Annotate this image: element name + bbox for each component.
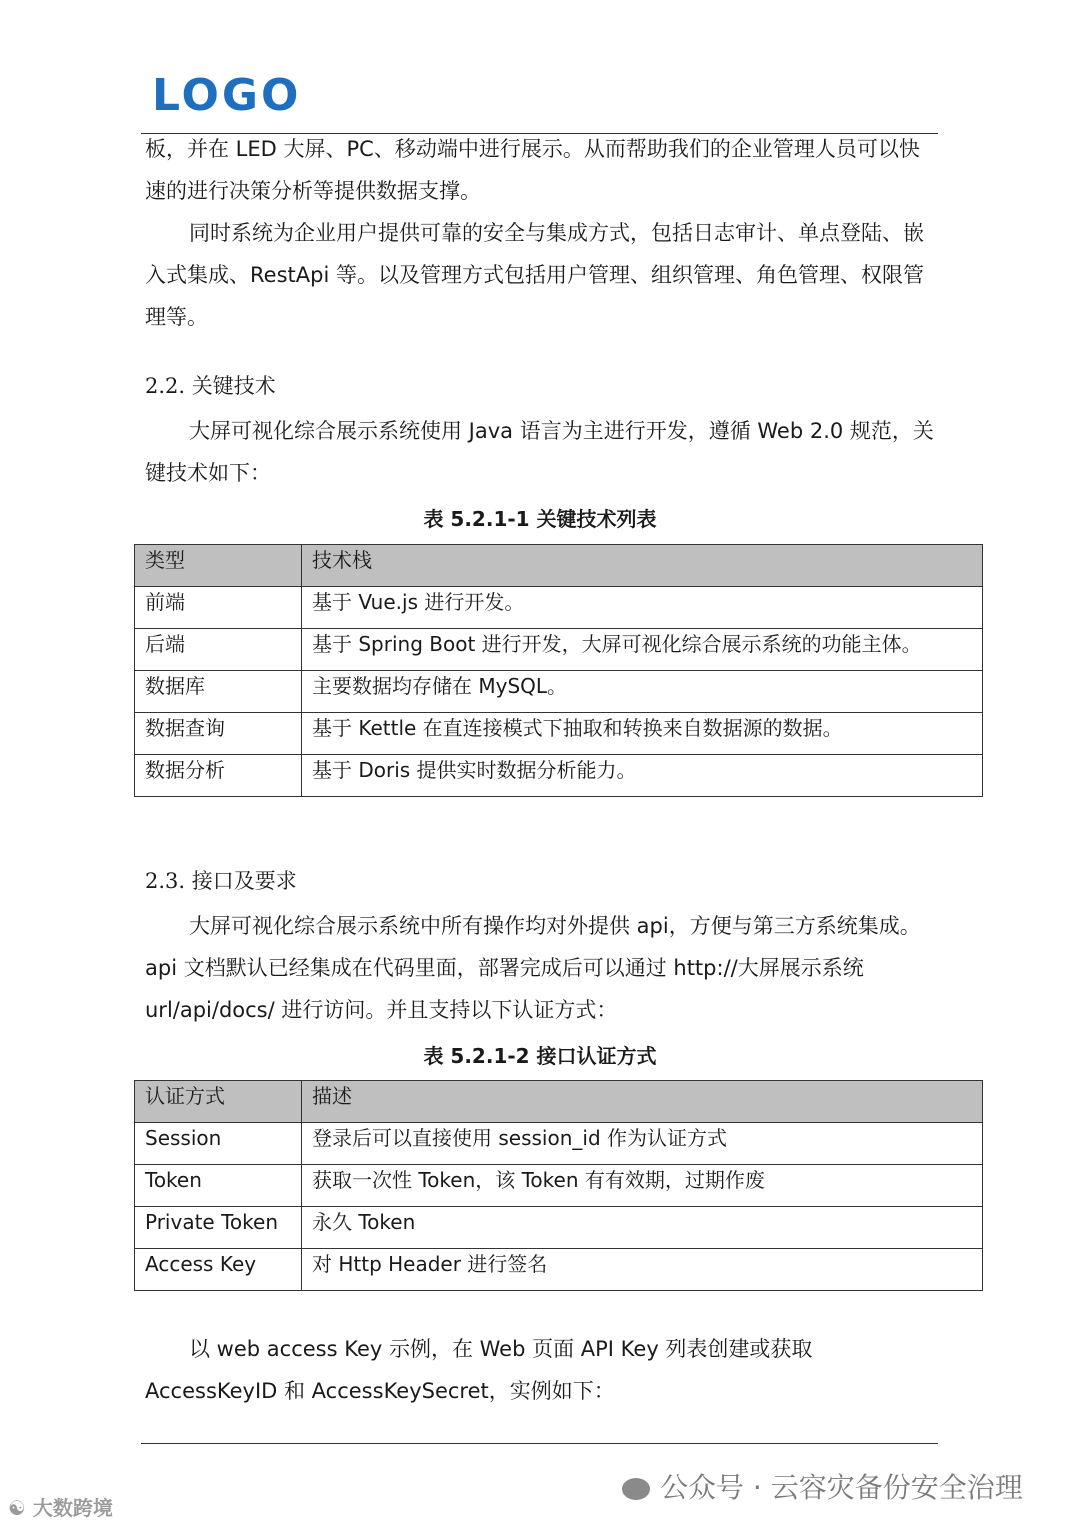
- table-cell: 基于 Spring Boot 进行开发，大屏可视化综合展示系统的功能主体。: [302, 629, 983, 671]
- wechat-icon: [622, 1478, 650, 1500]
- table-row: [135, 1123, 983, 1165]
- table-cell: 数据分析: [135, 755, 302, 797]
- key-tech-table: [134, 544, 983, 797]
- table-cell: 获取一次性 Token，该 Token 有有效期，过期作废: [302, 1165, 983, 1207]
- table-row: [135, 629, 983, 671]
- section-heading-2-2: 2.2. 关键技术: [145, 374, 276, 398]
- table-cell: 主要数据均存储在 MySQL。: [302, 671, 983, 713]
- table-header-row: [135, 545, 983, 587]
- closing-paragraph: 以 web access Key 示例，在 Web 页面 API Key 列表创建或获取 AccessKeyID 和 AccessKeySecret，实例如下：: [145, 1337, 813, 1403]
- table-cell: 基于 Kettle 在直连接模式下抽取和转换来自数据源的数据。: [302, 713, 983, 755]
- footer-rule: [141, 1443, 938, 1444]
- table-header-cell: 认证方式: [135, 1081, 302, 1123]
- table-header-cell: 描述: [302, 1081, 983, 1123]
- table-cell: 前端: [135, 587, 302, 629]
- table-row: [135, 755, 983, 797]
- section-2-3-paragraph: 大屏可视化综合展示系统中所有操作均对外提供 api，方便与第三方系统集成。api 文档默认已经集成在代码里面，部署完成后可以通过 http://大屏展示系统url/api/docs/ 进行访问。并且支持以下认证方式：: [145, 914, 921, 1022]
- table-cell: 登录后可以直接使用 session_id 作为认证方式: [302, 1123, 983, 1165]
- table-header-cell: 类型: [135, 545, 302, 587]
- table-cell: 数据查询: [135, 713, 302, 755]
- table-cell: Token: [135, 1165, 302, 1207]
- table-cell: Session: [135, 1123, 302, 1165]
- brand-icon: ☯: [8, 1496, 26, 1520]
- watermark-left: ☯ 大数跨境: [8, 1496, 113, 1520]
- logo: LOGO: [152, 70, 302, 121]
- auth-methods-table: [134, 1080, 983, 1291]
- table-row: [135, 1165, 983, 1207]
- table-cell: Access Key: [135, 1249, 302, 1291]
- table-cell: 基于 Doris 提供实时数据分析能力。: [302, 755, 983, 797]
- table-cell: 数据库: [135, 671, 302, 713]
- table-cell: 基于 Vue.js 进行开发。: [302, 587, 983, 629]
- section-heading-2-3: 2.3. 接口及要求: [145, 869, 297, 893]
- table-header-row: [135, 1081, 983, 1123]
- watermark-right: 公众号 · 云容灾备份安全治理: [622, 1466, 1023, 1506]
- table-1-caption: 表 5.2.1-1 关键技术列表: [423, 507, 657, 531]
- intro-paragraph-1: 板，并在 LED 大屏、PC、移动端中进行展示。从而帮助我们的企业管理人员可以快速的进行决策分析等提供数据支撑。: [145, 137, 920, 203]
- table-cell: 对 Http Header 进行签名: [302, 1249, 983, 1291]
- table-row: [135, 587, 983, 629]
- table-row: [135, 1207, 983, 1249]
- table-row: [135, 671, 983, 713]
- table-2-caption: 表 5.2.1-2 接口认证方式: [423, 1044, 657, 1068]
- table-cell: Private Token: [135, 1207, 302, 1249]
- table-row: [135, 713, 983, 755]
- intro-paragraph-2: 同时系统为企业用户提供可靠的安全与集成方式，包括日志审计、单点登陆、嵌入式集成、RestApi 等。以及管理方式包括用户管理、组织管理、角色管理、权限管理等。: [145, 221, 924, 329]
- table-header-cell: 技术栈: [302, 545, 983, 587]
- section-2-2-paragraph: 大屏可视化综合展示系统使用 Java 语言为主进行开发，遵循 Web 2.0 规范，关键技术如下：: [145, 419, 934, 485]
- table-row: [135, 1249, 983, 1291]
- table-cell: 永久 Token: [302, 1207, 983, 1249]
- table-cell: 后端: [135, 629, 302, 671]
